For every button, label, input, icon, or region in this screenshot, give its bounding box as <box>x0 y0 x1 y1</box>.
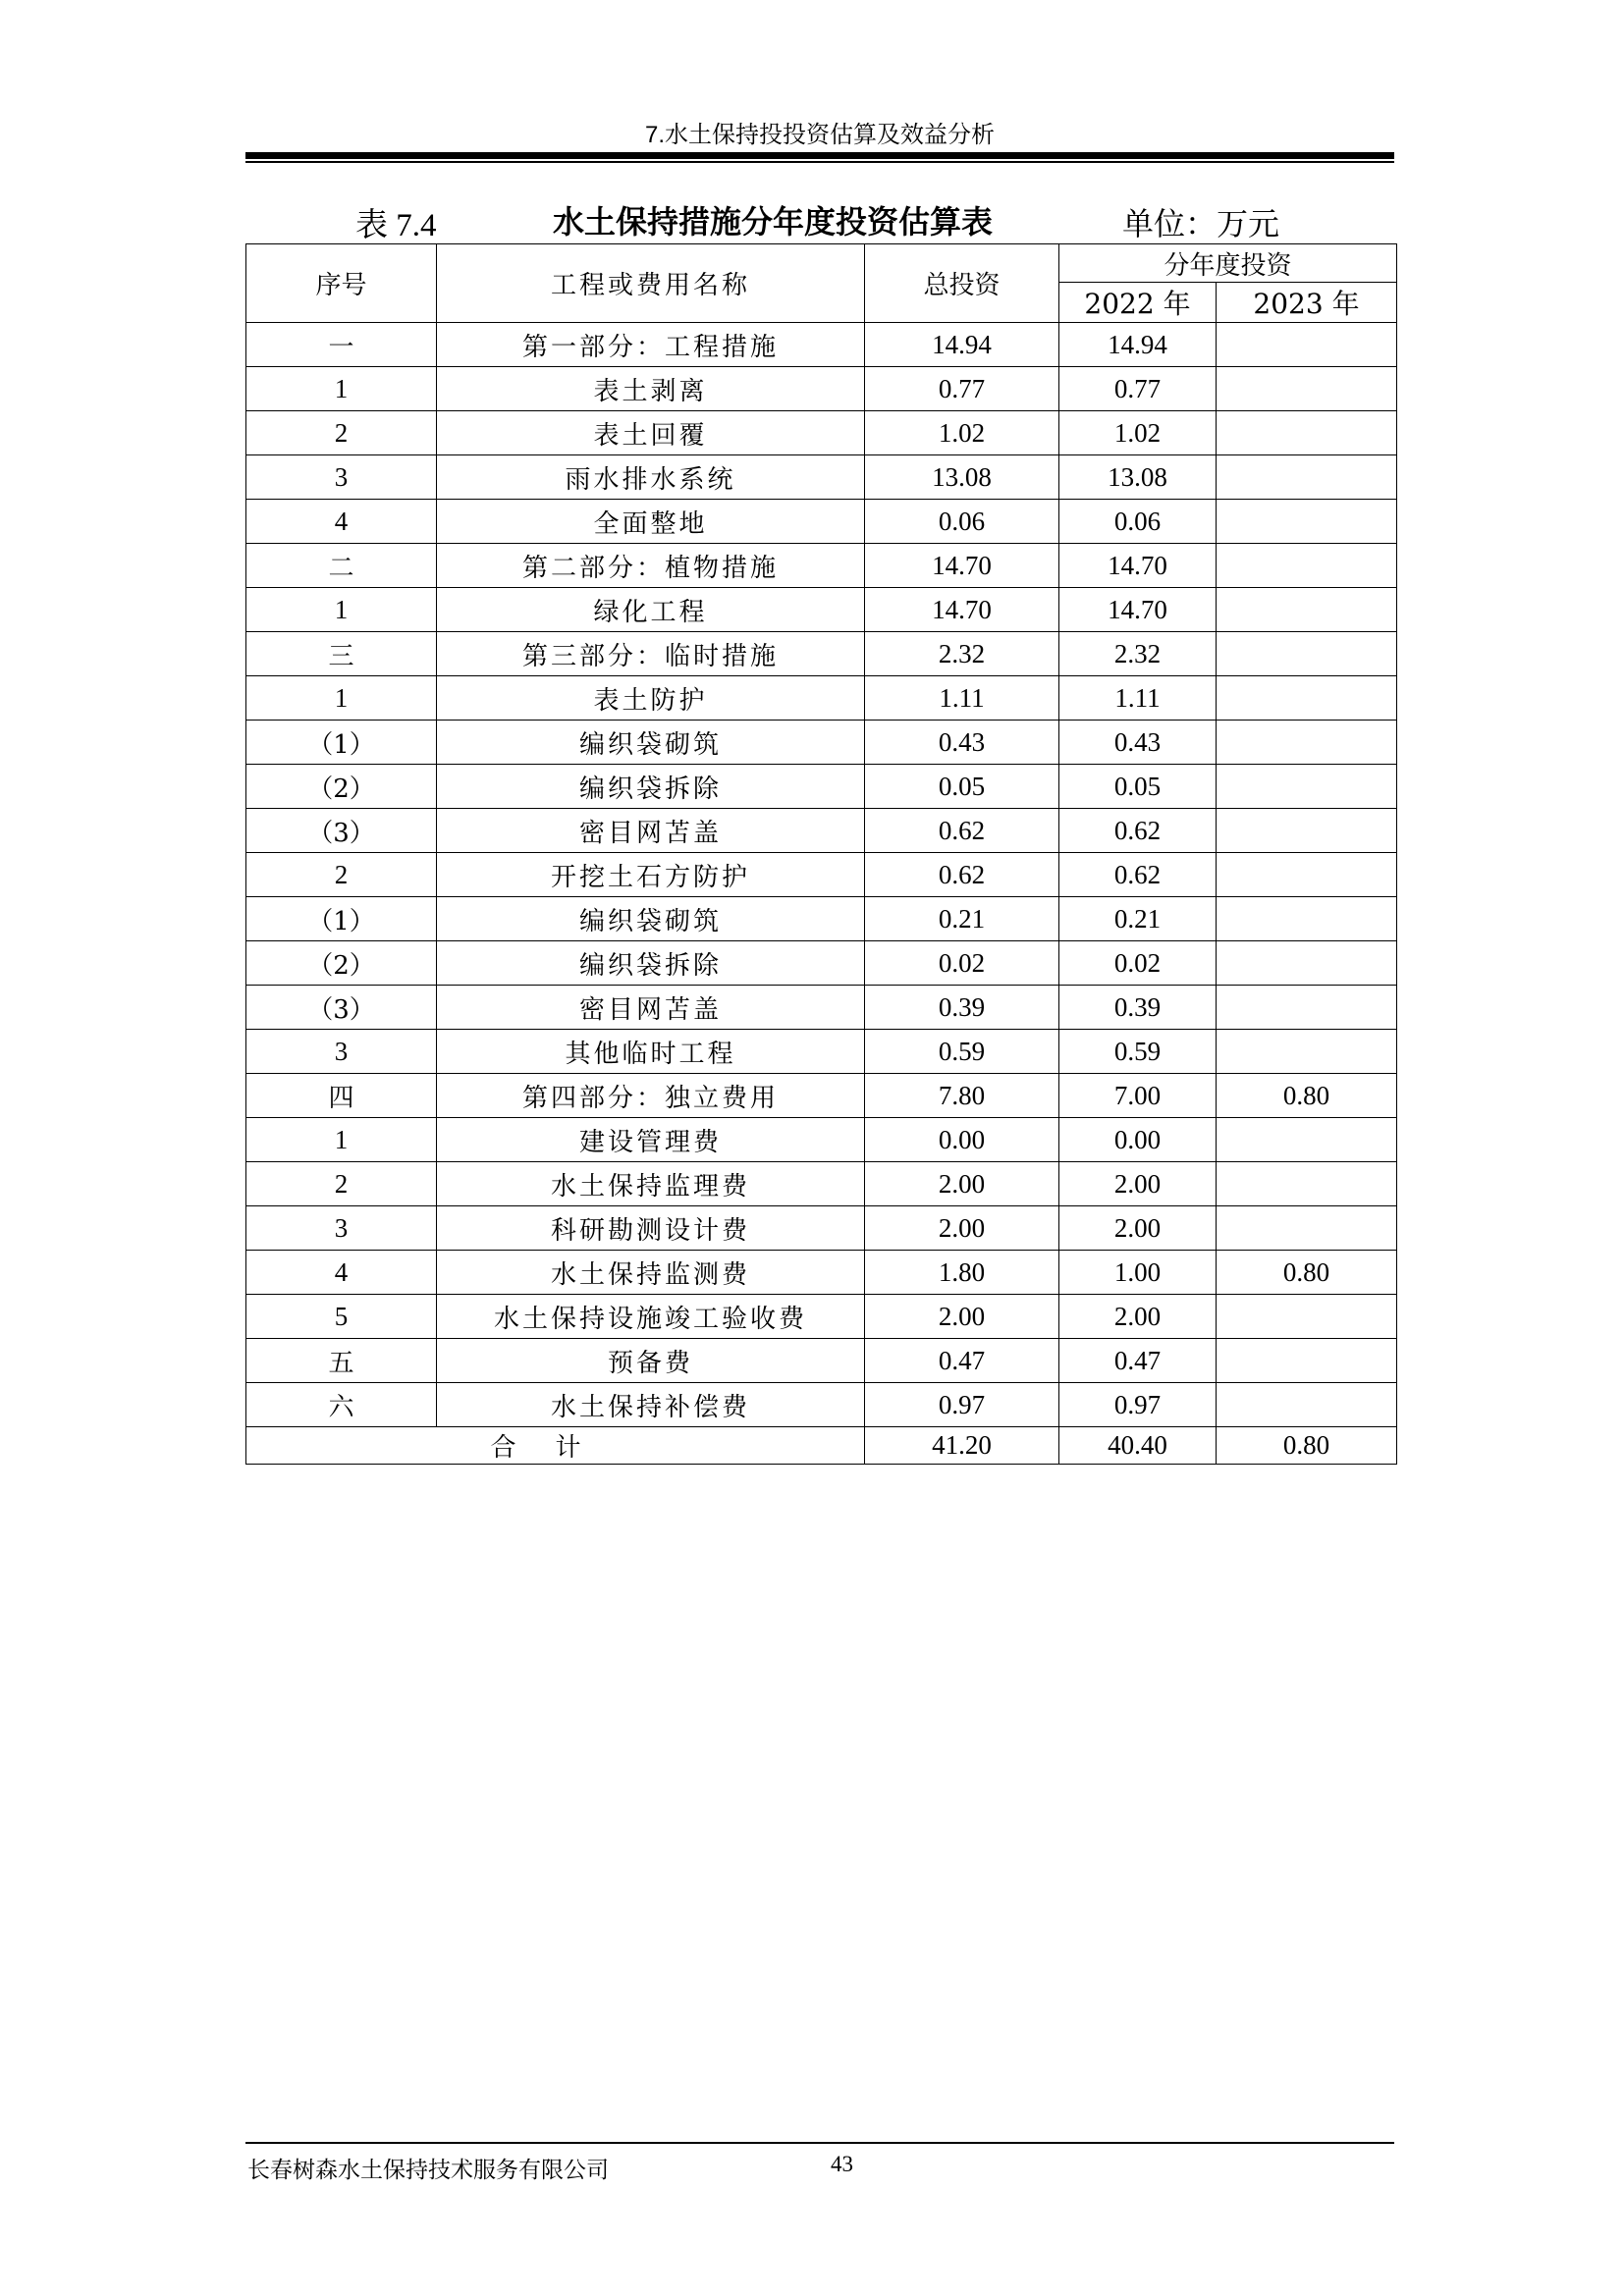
table-row <box>246 765 1397 809</box>
cell-2023 <box>1217 1030 1397 1074</box>
cell-2023 <box>1217 1339 1397 1383</box>
table-row <box>246 367 1397 411</box>
cell-index: （1） <box>246 897 437 941</box>
cell-name: 水土保持监测费 <box>437 1251 865 1295</box>
cell-index: 1 <box>246 676 437 721</box>
cell-2023 <box>1217 632 1397 676</box>
cell-total: 2.00 <box>865 1295 1059 1339</box>
cell-name: 全面整地 <box>437 500 865 544</box>
cell-name: 其他临时工程 <box>437 1030 865 1074</box>
cell-2023 <box>1217 721 1397 765</box>
cell-2022: 0.06 <box>1059 500 1217 544</box>
table-row <box>246 1383 1397 1427</box>
total-row <box>246 1427 1397 1465</box>
cell-2023 <box>1217 1206 1397 1251</box>
cell-index: 六 <box>246 1383 437 1427</box>
table-row <box>246 897 1397 941</box>
cell-name: 编织袋砌筑 <box>437 897 865 941</box>
cell-2023 <box>1217 897 1397 941</box>
cell-index: 4 <box>246 500 437 544</box>
cell-total: 14.94 <box>865 323 1059 367</box>
table-row <box>246 1251 1397 1295</box>
cell-total: 0.62 <box>865 809 1059 853</box>
cell-total: 1.11 <box>865 676 1059 721</box>
cell-2023 <box>1217 1383 1397 1427</box>
cell-2022: 2.32 <box>1059 632 1217 676</box>
cell-2022: 7.00 <box>1059 1074 1217 1118</box>
table-row <box>246 941 1397 986</box>
cell-name: 表土剥离 <box>437 367 865 411</box>
cell-2023 <box>1217 765 1397 809</box>
cell-index: （3） <box>246 986 437 1030</box>
cell-total: 0.21 <box>865 897 1059 941</box>
table-row <box>246 632 1397 676</box>
cell-name: 编织袋拆除 <box>437 765 865 809</box>
cell-total: 0.05 <box>865 765 1059 809</box>
table-row <box>246 1206 1397 1251</box>
cell-total: 0.06 <box>865 500 1059 544</box>
table-row <box>246 1162 1397 1206</box>
cell-2022: 2.00 <box>1059 1295 1217 1339</box>
cell-2022: 1.02 <box>1059 411 1217 455</box>
cell-total: 1.80 <box>865 1251 1059 1295</box>
cell-total: 0.39 <box>865 986 1059 1030</box>
cell-name: 第四部分：独立费用 <box>437 1074 865 1118</box>
investment-table <box>245 243 1397 1465</box>
cell-total: 0.59 <box>865 1030 1059 1074</box>
cell-2023 <box>1217 676 1397 721</box>
cell-2022: 1.11 <box>1059 676 1217 721</box>
cell-index: 四 <box>246 1074 437 1118</box>
cell-name: 雨水排水系统 <box>437 455 865 500</box>
cell-total: 0.77 <box>865 367 1059 411</box>
cell-2023 <box>1217 853 1397 897</box>
total-label: 合计 <box>246 1427 865 1465</box>
cell-name: 表土回覆 <box>437 411 865 455</box>
cell-2023 <box>1217 588 1397 632</box>
cell-name: 密目网苫盖 <box>437 986 865 1030</box>
header-rule-thin <box>245 161 1394 163</box>
cell-name: 绿化工程 <box>437 588 865 632</box>
cell-2023 <box>1217 323 1397 367</box>
cell-2023 <box>1217 986 1397 1030</box>
page-number: 43 <box>831 2152 853 2176</box>
cell-total: 0.00 <box>865 1118 1059 1162</box>
cell-2022: 2.00 <box>1059 1206 1217 1251</box>
cell-2022: 0.77 <box>1059 367 1217 411</box>
cell-total: 1.02 <box>865 411 1059 455</box>
cell-index: 1 <box>246 367 437 411</box>
cell-total: 14.70 <box>865 588 1059 632</box>
cell-index: 3 <box>246 1030 437 1074</box>
header-year-2023: 2023 年 <box>1217 283 1397 323</box>
cell-2023 <box>1217 544 1397 588</box>
header-name: 工程或费用名称 <box>437 244 865 323</box>
cell-total: 7.80 <box>865 1074 1059 1118</box>
table-row <box>246 588 1397 632</box>
cell-index: （1） <box>246 721 437 765</box>
cell-2022: 14.70 <box>1059 544 1217 588</box>
footer-rule <box>245 2142 1394 2144</box>
table-row <box>246 853 1397 897</box>
header-by-year: 分年度投资 <box>1059 244 1397 283</box>
cell-2022: 0.62 <box>1059 853 1217 897</box>
cell-index: （2） <box>246 765 437 809</box>
cell-index: 2 <box>246 1162 437 1206</box>
table-row <box>246 323 1397 367</box>
cell-index: 1 <box>246 588 437 632</box>
cell-2023 <box>1217 1162 1397 1206</box>
cell-2023 <box>1217 809 1397 853</box>
cell-total: 13.08 <box>865 455 1059 500</box>
cell-name: 水土保持补偿费 <box>437 1383 865 1427</box>
cell-2022: 0.39 <box>1059 986 1217 1030</box>
table-row <box>246 411 1397 455</box>
cell-2022: 13.08 <box>1059 455 1217 500</box>
cell-2022: 0.47 <box>1059 1339 1217 1383</box>
cell-total: 0.02 <box>865 941 1059 986</box>
cell-2022: 0.59 <box>1059 1030 1217 1074</box>
header-rule-thick <box>245 152 1394 159</box>
cell-2022: 14.70 <box>1059 588 1217 632</box>
table-row <box>246 1339 1397 1383</box>
cell-index: 一 <box>246 323 437 367</box>
cell-total: 2.32 <box>865 632 1059 676</box>
cell-total: 0.97 <box>865 1383 1059 1427</box>
cell-index: 3 <box>246 455 437 500</box>
table-row <box>246 1295 1397 1339</box>
cell-total: 2.00 <box>865 1206 1059 1251</box>
total-2022: 40.40 <box>1059 1427 1217 1465</box>
cell-index: 1 <box>246 1118 437 1162</box>
cell-name: 密目网苫盖 <box>437 809 865 853</box>
table-caption-unit: 单位：万元 <box>1122 205 1280 242</box>
cell-2023 <box>1217 367 1397 411</box>
cell-2022: 0.62 <box>1059 809 1217 853</box>
cell-2022: 0.21 <box>1059 897 1217 941</box>
cell-total: 0.62 <box>865 853 1059 897</box>
table-caption-label: 表 7.4 <box>355 208 437 243</box>
table-row <box>246 1030 1397 1074</box>
cell-name: 预备费 <box>437 1339 865 1383</box>
cell-name: 水土保持监理费 <box>437 1162 865 1206</box>
table-row <box>246 544 1397 588</box>
table-row <box>246 500 1397 544</box>
cell-name: 水土保持设施竣工验收费 <box>437 1295 865 1339</box>
cell-2022: 0.97 <box>1059 1383 1217 1427</box>
cell-2022: 1.00 <box>1059 1251 1217 1295</box>
total-2023: 0.80 <box>1217 1427 1397 1465</box>
running-header: 7.水土保持投投资估算及效益分析 <box>644 122 995 148</box>
cell-2022: 2.00 <box>1059 1162 1217 1206</box>
table-row <box>246 676 1397 721</box>
cell-total: 14.70 <box>865 544 1059 588</box>
total-sum: 41.20 <box>865 1427 1059 1465</box>
cell-index: 3 <box>246 1206 437 1251</box>
header-index: 序号 <box>246 244 437 323</box>
cell-name: 第一部分：工程措施 <box>437 323 865 367</box>
cell-name: 编织袋拆除 <box>437 941 865 986</box>
cell-name: 开挖土石方防护 <box>437 853 865 897</box>
table-row <box>246 1074 1397 1118</box>
table-row <box>246 1118 1397 1162</box>
cell-2022: 0.00 <box>1059 1118 1217 1162</box>
cell-name: 第三部分：临时措施 <box>437 632 865 676</box>
cell-2023: 0.80 <box>1217 1074 1397 1118</box>
cell-2023 <box>1217 411 1397 455</box>
cell-name: 表土防护 <box>437 676 865 721</box>
cell-2023 <box>1217 941 1397 986</box>
cell-total: 0.43 <box>865 721 1059 765</box>
cell-name: 第二部分：植物措施 <box>437 544 865 588</box>
cell-2023 <box>1217 455 1397 500</box>
cell-index: 5 <box>246 1295 437 1339</box>
cell-2022: 0.02 <box>1059 941 1217 986</box>
cell-index: 2 <box>246 853 437 897</box>
cell-index: 4 <box>246 1251 437 1295</box>
cell-index: 2 <box>246 411 437 455</box>
table-row <box>246 721 1397 765</box>
cell-2022: 0.05 <box>1059 765 1217 809</box>
cell-2023 <box>1217 1295 1397 1339</box>
cell-index: （3） <box>246 809 437 853</box>
table-caption-title: 水土保持措施分年度投资估算表 <box>553 203 994 240</box>
cell-total: 0.47 <box>865 1339 1059 1383</box>
cell-name: 建设管理费 <box>437 1118 865 1162</box>
cell-2023: 0.80 <box>1217 1251 1397 1295</box>
cell-name: 编织袋砌筑 <box>437 721 865 765</box>
table-row <box>246 986 1397 1030</box>
cell-name: 科研勘测设计费 <box>437 1206 865 1251</box>
footer-company: 长春树森水土保持技术服务有限公司 <box>247 2158 609 2183</box>
cell-total: 2.00 <box>865 1162 1059 1206</box>
cell-index: 三 <box>246 632 437 676</box>
cell-2023 <box>1217 1118 1397 1162</box>
header-year-2022: 2022 年 <box>1059 283 1217 323</box>
header-total: 总投资 <box>865 244 1059 323</box>
cell-2022: 0.43 <box>1059 721 1217 765</box>
cell-index: 二 <box>246 544 437 588</box>
table-row <box>246 455 1397 500</box>
cell-index: （2） <box>246 941 437 986</box>
table-row <box>246 809 1397 853</box>
cell-index: 五 <box>246 1339 437 1383</box>
cell-2023 <box>1217 500 1397 544</box>
cell-2022: 14.94 <box>1059 323 1217 367</box>
